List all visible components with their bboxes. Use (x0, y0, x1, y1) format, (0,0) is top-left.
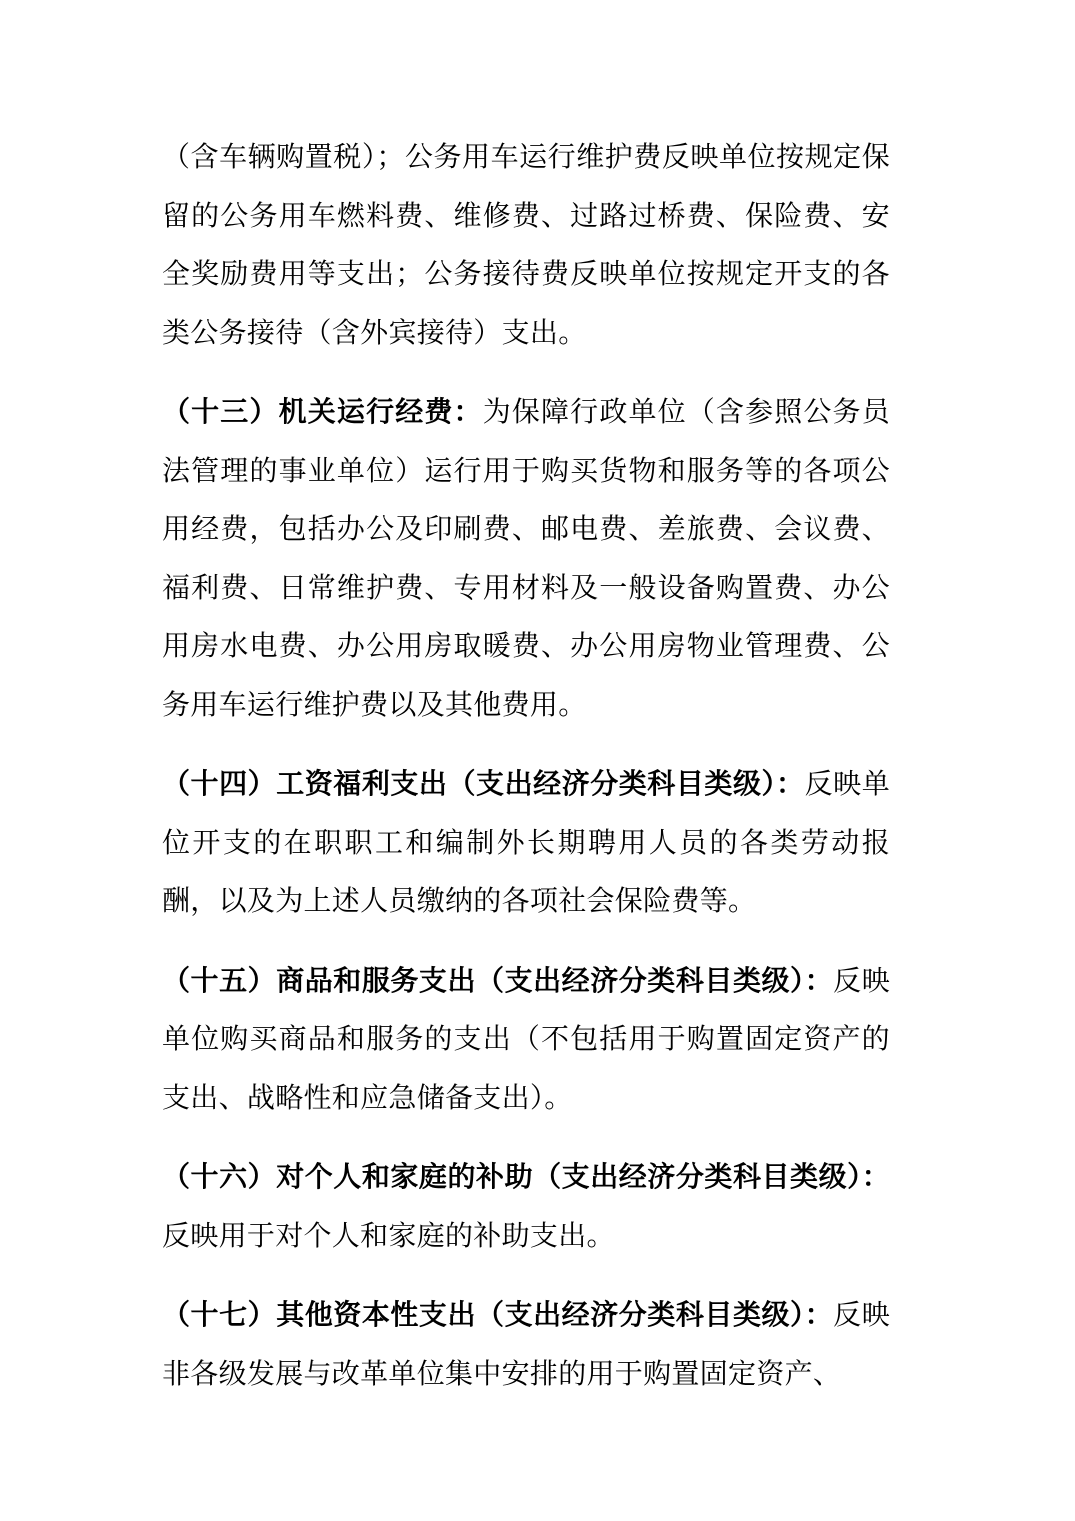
paragraph-text: 反映单位购买商品和服务的支出（不包括用于购置固定资产的支出、战略性和应急储备支出）。 (162, 963, 891, 1114)
paragraph-text: 反映用于对个人和家庭的补助支出。 (162, 1218, 615, 1252)
paragraph-text: 反映单位开支的在职职工和编制外长期聘用人员的各类劳动报酬，以及为上述人员缴纳的各项社会保险费等。 (162, 767, 891, 917)
paragraph-17-other-capital-expenditure (162, 1286, 890, 1403)
paragraph-term: （十三）机关运行经费： (162, 395, 483, 428)
paragraph-16-subsidies-to-individuals (162, 1148, 890, 1265)
paragraph-text: 反映非各级发展与改革单位集中安排的用于购置固定资产、 (162, 1298, 891, 1390)
document-page (162, 128, 890, 1403)
paragraph-13-agency-operating-expenses (162, 383, 890, 734)
paragraph-14-wages-and-benefits (162, 755, 890, 931)
paragraph-term: （十七）其他资本性支出（支出经济分类科目类级）： (162, 1298, 834, 1331)
paragraph-text: （含车辆购置税）；公务用车运行维护费反映单位按规定保留的公务用车燃料费、维修费、过路过桥费、保险费、安全奖励费用等支出；公务接待费反映单位按规定开支的各类公务接待（含外宾接待）支出。 (162, 140, 890, 349)
paragraph-vehicle-and-reception-costs (162, 128, 890, 362)
paragraph-term: （十五）商品和服务支出（支出经济分类科目类级）： (162, 963, 834, 997)
paragraph-term: （十四）工资福利支出（支出经济分类科目类级）： (162, 767, 805, 800)
paragraph-term: （十六）对个人和家庭的补助（支出经济分类科目类级）： (162, 1160, 890, 1193)
paragraph-15-goods-and-services (162, 952, 890, 1128)
paragraph-text: 为保障行政单位（含参照公务员法管理的事业单位）运行用于购买货物和服务等的各项公用经费，包括办公及印刷费、邮电费、差旅费、会议费、福利费、日常维护费、专用材料及一般设备购置费、办公用房水电费、办公用房取暖费、办公用房物业管理费、公务用车运行维护费以及其他费用。 (162, 395, 891, 721)
